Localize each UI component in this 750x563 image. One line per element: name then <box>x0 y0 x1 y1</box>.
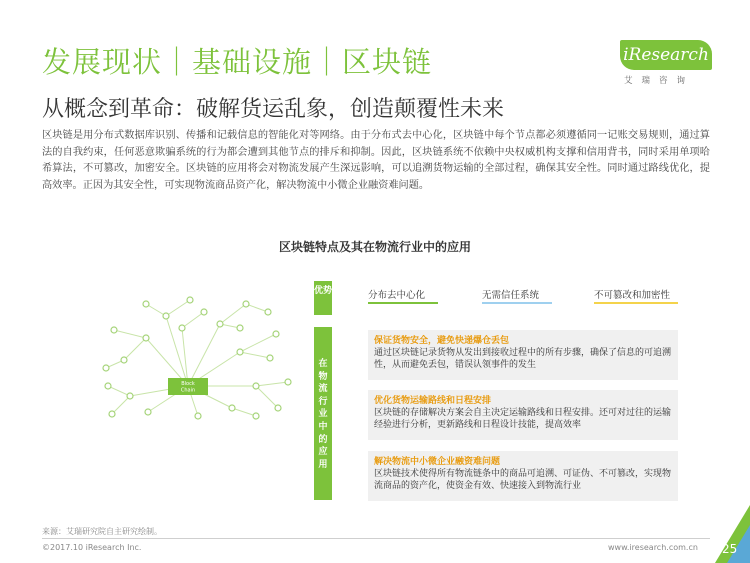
website-link[interactable]: www.iresearch.com.cn <box>608 543 698 552</box>
blockchain-network-graphic <box>100 290 300 420</box>
footer-divider <box>42 538 710 539</box>
page-number: 25 <box>722 542 738 556</box>
page-title: 发展现状｜基础设施｜区块链 <box>42 45 433 79</box>
application-heading: 优化货物运输路线和日程安排 <box>374 396 492 406</box>
application-body: 区块链技术使得所有物流链条中的商品可追溯、可证伪、不可篡改，实现物流商品的资产化，使资金有效、快速接入到物流行业 <box>374 469 672 491</box>
source-note: 来源：艾瑞研究院自主研究绘制。 <box>42 527 162 536</box>
advantage-decentralized: 分布去中心化 <box>368 290 426 301</box>
intro-paragraph: 区块链是用分布式数据库识别、传播和记载信息的智能化对等网络。由于分布式去中心化，区块链中每个节点都必须遵循同一记账交易规则，通过算法的自我约束，任何恶意欺骗系统的行为都会遭到其他节点的排斥和抑制。因此，区块链系统不依赖中央权威机构支撑和信用背书，同时采用单项哈希算法，不可篡改，加密安全。区块链的应用将会对物流发展产生深远影响，可以追溯货物运输的全部过程，确保其安全性。同时通过路线优化，提高效率。正因为其安全性，可实现物流商品资产化，解决物流中小微企业融资难问题。 <box>42 130 710 191</box>
center-label-2: Chain <box>180 387 196 394</box>
application-card-2 <box>368 390 678 440</box>
applications-label <box>314 327 332 500</box>
iresearch-logo: iResearch <box>620 40 712 70</box>
applications-label-text: 在物流行业中的应用 <box>318 359 328 470</box>
page-subtitle: 从概念到革命：破解货运乱象，创造颠覆性未来 <box>42 97 505 122</box>
advantage-trustless: 无需信任系统 <box>482 290 540 301</box>
advantage-immutable: 不可篡改和加密性 <box>594 290 671 301</box>
diagram-title: 区块链特点及其在物流行业中的应用 <box>278 240 471 254</box>
center-label-1: Block <box>181 381 195 387</box>
advantage-underline-green <box>368 302 438 304</box>
application-body: 通过区块链记录货物从发出到接收过程中的所有步骤，确保了信息的可追溯性，从而避免丢包，错误认领事件的发生 <box>374 348 672 370</box>
application-heading: 保证货物安全，避免快递爆仓丢包 <box>374 336 510 346</box>
copyright: ©2017.10 iResearch Inc. <box>42 543 142 552</box>
advantages-label: 优势 <box>314 281 332 315</box>
application-card-1 <box>368 330 678 380</box>
application-body: 区块链的存储解决方案会自主决定运输路线和日程安排。还可对过往的运输经验进行分析，更新路线和日程设计技能，提高效率 <box>374 408 672 430</box>
advantage-underline-blue <box>482 302 552 304</box>
application-heading: 解决物流中小微企业融资难问题 <box>374 457 501 467</box>
logo-subtitle: 艾瑞咨询 <box>624 76 695 86</box>
application-card-3 <box>368 451 678 501</box>
advantage-underline-yellow <box>594 302 678 304</box>
